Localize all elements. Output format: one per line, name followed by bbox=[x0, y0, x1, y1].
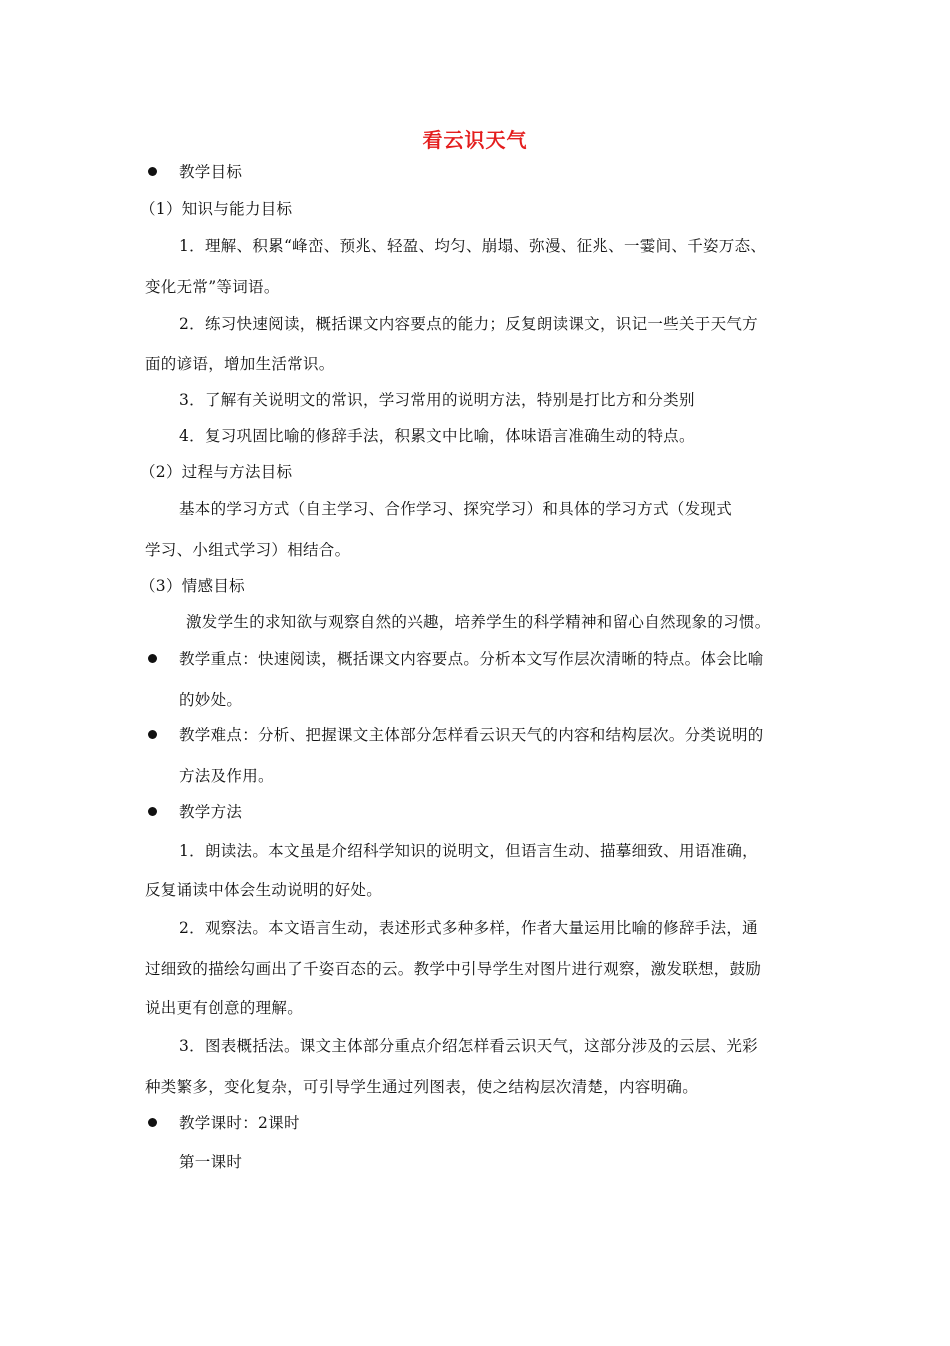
method2-line3: 说出更有创意的理解。 bbox=[145, 999, 304, 1017]
goal1-item4: 4．复习巩固比喻的修辞手法，积累文中比喻，体味语言准确生动的特点。 bbox=[179, 427, 695, 445]
methods-heading: 教学方法 bbox=[179, 803, 243, 821]
key-points-line2: 的妙处。 bbox=[179, 691, 243, 709]
bullet-icon bbox=[148, 167, 157, 176]
page-title: 看云识天气 bbox=[422, 128, 528, 152]
method2-line2: 过细致的描绘勾画出了千姿百态的云。教学中引导学生对图片进行观察，激发联想，鼓励 bbox=[145, 960, 762, 978]
bullet-icon bbox=[148, 730, 157, 739]
goal1-item1-line2: 变化无常”等词语。 bbox=[145, 278, 280, 296]
method3-line1: 3．图表概括法。课文主体部分重点介绍怎样看云识天气，这部分涉及的云层、光彩 bbox=[179, 1037, 758, 1055]
bullet-icon bbox=[148, 1118, 157, 1127]
goal2-line1: 基本的学习方式（自主学习、合作学习、探究学习）和具体的学习方式（发现式 bbox=[179, 500, 733, 518]
difficulty-line2: 方法及作用。 bbox=[179, 767, 274, 785]
difficulty-line1: 教学难点：分析、把握课文主体部分怎样看云识天气的内容和结构层次。分类说明的 bbox=[179, 726, 764, 744]
goal1-item2-line2: 面的谚语，增加生活常识。 bbox=[145, 355, 335, 373]
goal3-line1: 激发学生的求知欲与观察自然的兴趣，培养学生的科学精神和留心自然现象的习惯。 bbox=[186, 613, 771, 631]
bullet-icon bbox=[148, 807, 157, 816]
goal1-item3: 3．了解有关说明文的常识，学习常用的说明方法，特别是打比方和分类别 bbox=[179, 391, 695, 409]
goal1-heading: （1）知识与能力目标 bbox=[140, 200, 293, 218]
teaching-hours: 教学课时：2课时 bbox=[179, 1114, 300, 1132]
goal2-line2: 学习、小组式学习）相结合。 bbox=[145, 541, 351, 559]
method3-line2: 种类繁多，变化复杂，可引导学生通过列图表，使之结构层次清楚，内容明确。 bbox=[145, 1078, 699, 1096]
goal3-heading: （3）情感目标 bbox=[140, 577, 245, 595]
method1-line2: 反复诵读中体会生动说明的好处。 bbox=[145, 881, 383, 899]
goal1-item1-line1: 1．理解、积累“峰峦、预兆、轻盈、均匀、崩塌、弥漫、征兆、一霎间、千姿万态、 bbox=[179, 237, 767, 255]
goal2-heading: （2）过程与方法目标 bbox=[140, 463, 293, 481]
method1-line1: 1．朗读法。本文虽是介绍科学知识的说明文，但语言生动、描摹细致、用语准确， bbox=[179, 842, 758, 860]
goal1-item2-line1: 2．练习快速阅读，概括课文内容要点的能力；反复朗读课文，识记一些关于天气方 bbox=[179, 315, 758, 333]
first-lesson: 第一课时 bbox=[179, 1153, 243, 1171]
goals-heading: 教学目标 bbox=[179, 163, 243, 181]
method2-line1: 2．观察法。本文语言生动，表述形式多种多样，作者大量运用比喻的修辞手法，通 bbox=[179, 919, 758, 937]
bullet-icon bbox=[148, 654, 157, 663]
key-points-line1: 教学重点：快速阅读，概括课文内容要点。分析本文写作层次清晰的特点。体会比喻 bbox=[179, 650, 764, 668]
